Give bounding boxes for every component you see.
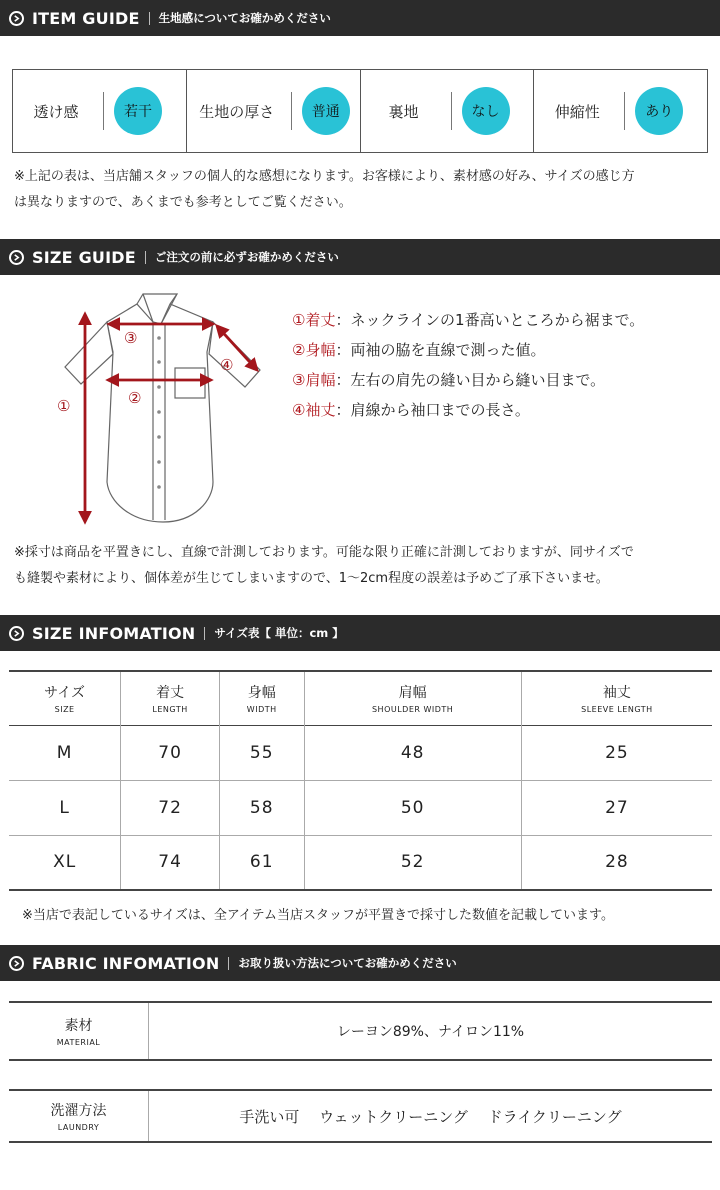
section-subtitle: サイズ表【 単位：cm 】 — [214, 626, 344, 640]
def-desc: ：両袖の脇を直線で測った値。 — [335, 341, 546, 359]
header-en: SLEEVE LENGTH — [581, 705, 653, 715]
divider — [204, 627, 205, 640]
table-cell: 58 — [219, 780, 304, 835]
marker-shoulder: ③ — [124, 329, 138, 347]
laundry-table — [9, 1089, 712, 1143]
shirt-outline — [65, 294, 260, 522]
guide-cell-lining — [361, 70, 535, 152]
marker-sleeve: ④ — [220, 356, 234, 374]
chevron-right-icon — [9, 250, 24, 265]
marker-width: ② — [128, 389, 142, 407]
section-subtitle: 生地感についてお確かめください — [158, 11, 331, 25]
def-term: 肩幅 — [305, 371, 336, 389]
chevron-right-icon — [9, 956, 24, 971]
size-guide-header — [0, 239, 720, 275]
size-info-header — [0, 615, 720, 651]
material-value: レーヨン89%、ナイロン11% — [336, 1024, 525, 1040]
material-table — [9, 1001, 712, 1061]
table-row — [9, 835, 712, 890]
label-ja: 素材 — [64, 1018, 93, 1034]
header-en: WIDTH — [246, 705, 277, 715]
guide-cell-sheerness — [13, 70, 187, 152]
def-term: 着丈 — [305, 311, 336, 329]
size-guide-note — [14, 540, 714, 592]
header-size — [9, 671, 121, 725]
def-num: ② — [292, 341, 306, 359]
table-cell: 27 — [605, 797, 629, 818]
header-en: SIZE — [54, 705, 75, 715]
header-ja: 着丈 — [156, 685, 185, 702]
def-term: 袖丈 — [305, 401, 336, 419]
guide-label: 生地の厚さ — [199, 102, 275, 121]
item-guide-header — [0, 0, 720, 36]
divider — [103, 92, 104, 130]
definition-row — [292, 305, 644, 335]
section-title: SIZE INFOMATION — [32, 623, 196, 643]
table-cell: 55 — [219, 725, 304, 780]
marker-length: ① — [57, 397, 71, 415]
guide-badge: 普通 — [302, 87, 350, 135]
def-desc: ：肩線から袖口までの長さ。 — [335, 401, 530, 419]
table-cell: 25 — [605, 742, 629, 763]
header-shoulder — [304, 671, 521, 725]
note-line: ※採寸は商品を平置きにし、直線で計測しております。可能な限り正確に計測しておりますが、同サイズで — [14, 545, 634, 560]
material-label — [9, 1002, 149, 1060]
table-cell: 52 — [304, 835, 521, 890]
header-en: LENGTH — [152, 705, 188, 715]
def-desc: ：左右の肩先の縫い目から縫い目まで。 — [335, 371, 606, 389]
laundry-label — [9, 1090, 149, 1142]
shirt-diagram — [55, 292, 270, 527]
divider — [228, 957, 229, 970]
table-cell: 50 — [304, 780, 521, 835]
guide-label: 伸縮性 — [554, 102, 600, 121]
guide-badge: あり — [635, 87, 683, 135]
header-en: SHOULDER WIDTH — [371, 705, 454, 715]
table-cell: 70 — [121, 725, 220, 780]
divider — [624, 92, 625, 130]
header-ja: 身幅 — [247, 685, 276, 702]
label-en: MATERIAL — [56, 1038, 101, 1047]
table-cell: M — [9, 725, 121, 780]
guide-label: 裏地 — [388, 102, 419, 121]
chevron-right-icon — [9, 626, 24, 641]
note-line: も縫製や素材により、個体差が生じてしまいますので、1〜2cm程度の誤差は予めご了承下さいませ。 — [14, 571, 609, 586]
header-ja: サイズ — [44, 685, 86, 702]
size-table — [9, 670, 712, 891]
table-cell: 61 — [219, 835, 304, 890]
table-row — [9, 1002, 712, 1060]
header-width — [219, 671, 304, 725]
table-cell: 48 — [304, 725, 521, 780]
guide-label: 透け感 — [33, 102, 79, 121]
table-cell: 72 — [121, 780, 220, 835]
def-desc: ：ネックラインの1番高いところから裾まで。 — [335, 311, 645, 329]
note-line: ※上記の表は、当店舗スタッフの個人的な感想になります。お客様により、素材感の好み、サイズの感じ方 — [14, 169, 635, 184]
table-cell: L — [9, 780, 121, 835]
guide-badge: なし — [462, 87, 510, 135]
table-header-row — [9, 671, 712, 725]
chevron-right-icon — [9, 11, 24, 26]
guide-cell-thickness — [187, 70, 361, 152]
guide-cell-stretch — [534, 70, 707, 152]
table-row — [9, 1090, 712, 1142]
definition-row — [292, 335, 644, 365]
section-title: FABRIC INFOMATION — [32, 953, 220, 973]
divider — [149, 12, 150, 25]
table-cell: 28 — [605, 852, 629, 873]
section-title: ITEM GUIDE — [32, 8, 140, 28]
laundry-value: 手洗い可 ウェットクリーニング ドライクリーニング — [239, 1107, 622, 1126]
divider — [145, 251, 146, 264]
divider — [451, 92, 452, 130]
header-ja: 袖丈 — [602, 685, 631, 702]
item-guide-table — [12, 69, 708, 153]
def-num: ③ — [292, 371, 306, 389]
section-subtitle: お取り扱い方法についてお確かめください — [238, 956, 457, 970]
divider — [291, 92, 292, 130]
label-ja: 洗濯方法 — [50, 1103, 107, 1119]
section-subtitle: ご注文の前に必ずお確かめください — [154, 250, 339, 264]
note-line: は異なりますので、あくまでも参考としてご覧ください。 — [14, 195, 352, 210]
definition-row — [292, 365, 644, 395]
size-info-note: ※当店で表記しているサイズは、全アイテム当店スタッフが平置きで採寸した数値を記載しています。 — [22, 908, 614, 923]
item-guide-note — [14, 164, 714, 216]
label-en: LAUNDRY — [57, 1123, 100, 1132]
header-sleeve — [521, 671, 712, 725]
definition-row — [292, 395, 644, 425]
table-cell: 74 — [121, 835, 220, 890]
header-ja: 肩幅 — [398, 685, 427, 702]
size-definitions — [292, 305, 644, 425]
table-row — [9, 725, 712, 780]
table-cell: XL — [9, 835, 121, 890]
def-num: ④ — [292, 401, 306, 419]
fabric-info-header — [0, 945, 720, 981]
def-term: 身幅 — [305, 341, 336, 359]
guide-badge: 若干 — [114, 87, 162, 135]
table-row — [9, 780, 712, 835]
def-num: ① — [292, 311, 306, 329]
header-length — [121, 671, 220, 725]
section-title: SIZE GUIDE — [32, 247, 136, 267]
